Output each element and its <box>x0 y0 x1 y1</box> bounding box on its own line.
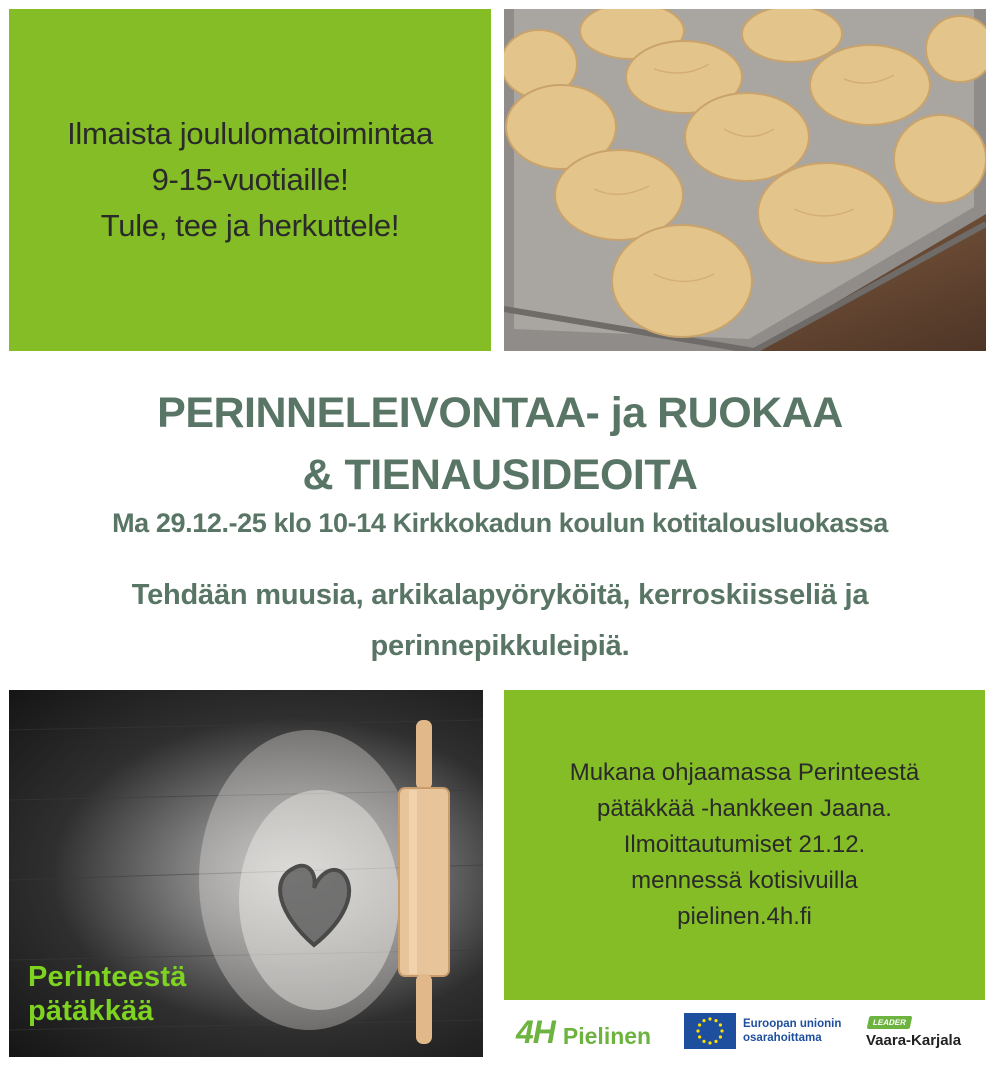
info-line-1: Mukana ohjaamassa Perinteestä <box>569 759 920 786</box>
intro-line-3: Tule, tee ja herkuttele! <box>100 208 400 243</box>
perinteesta-patakkaa-caption <box>28 960 187 1028</box>
eu-line-2: osarahoittama <box>743 1032 822 1044</box>
leader-badge: LEADER <box>867 1016 913 1029</box>
4h-mark: 4H <box>516 1013 555 1050</box>
intro-line-1: Ilmaista joululomatoimintaa <box>67 116 433 151</box>
headline-line-2: & TIENAUSIDEOITA <box>302 451 698 499</box>
caption-line-1: Perinteestä <box>28 961 187 993</box>
description-line-2: perinnepikkuleipiä. <box>370 630 630 662</box>
eu-flag-icon <box>684 1013 736 1049</box>
eu-line-1: Euroopan unionin <box>743 1018 842 1030</box>
cookies-photo <box>504 9 986 351</box>
caption-line-2: pätäkkää <box>28 995 154 1027</box>
eu-funding-text <box>743 1017 841 1045</box>
info-line-4: mennessä kotisivuilla <box>631 867 858 894</box>
4h-pielinen-logo <box>516 1012 651 1052</box>
intro-panel <box>9 9 491 351</box>
event-date-location: Ma 29.12.-25 klo 10-14 Kirkkokadun koulun kotitalousluokassa <box>112 508 888 538</box>
info-panel <box>504 690 985 1000</box>
info-line-5: pielinen.4h.fi <box>677 903 812 930</box>
vaara-karjala-logo: Vaara-Karjala <box>866 1032 962 1049</box>
headline-line-1: PERINNELEIVONTAA- ja RUOKAA <box>157 389 843 437</box>
description-line-1: Tehdään muusia, arkikalapyöryköitä, kerroskiisseliä ja <box>131 579 869 611</box>
4h-name: Pielinen <box>562 1022 652 1049</box>
info-line-3: Ilmoittautumiset 21.12. <box>623 831 866 858</box>
intro-line-2: 9-15-vuotiaille! <box>151 162 349 197</box>
info-line-2: pätäkkää -hankkeen Jaana. <box>597 795 892 822</box>
